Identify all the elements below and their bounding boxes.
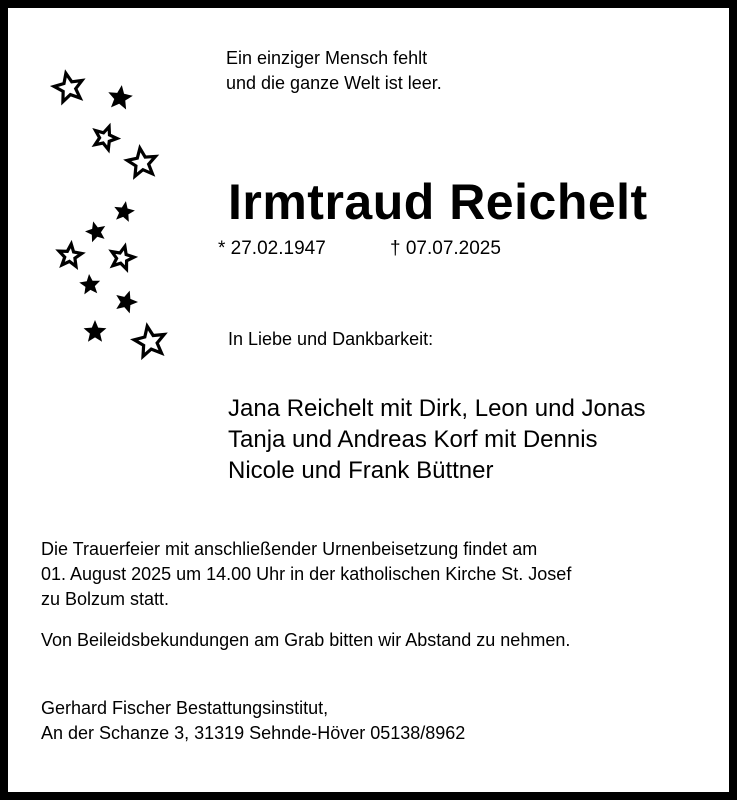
quote-line: und die ganze Welt ist leer. (226, 73, 442, 93)
service-line: Die Trauerfeier mit anschließender Urnenbeisetzung findet am (41, 539, 538, 559)
star-icon (84, 320, 107, 342)
mourners-intro: In Liebe und Dankbarkeit: (228, 329, 434, 349)
condolence-note: Von Beileidsbekundungen am Grab bitten wir Abstand zu nehmen. (41, 630, 571, 650)
star-icon (85, 221, 105, 242)
star-icon (112, 246, 134, 269)
death-date: † 07.07.2025 (390, 238, 501, 259)
star-icon (116, 291, 138, 314)
star-icon (54, 73, 82, 101)
mourner-line: Jana Reichelt mit Dirk, Leon und Jonas (228, 395, 646, 422)
mourner-line: Tanja und Andreas Korf mit Dennis (228, 426, 598, 453)
star-icon (114, 201, 135, 222)
star-icon (59, 244, 82, 266)
stars-decoration (40, 60, 190, 370)
service-line: 01. August 2025 um 14.00 Uhr in der katholischen Kirche St. Josef (41, 564, 572, 584)
star-icon (79, 274, 100, 294)
mourners-list (228, 393, 646, 486)
undertaker-line: An der Schanze 3, 31319 Sehnde-Höver 05138/8962 (41, 723, 466, 743)
mourner-line: Nicole und Frank Büttner (228, 457, 494, 484)
star-icon (127, 148, 155, 176)
star-icon (134, 326, 164, 356)
star-icon (108, 85, 132, 109)
birth-date: * 27.02.1947 (218, 238, 326, 259)
service-line: zu Bolzum statt. (41, 589, 170, 609)
undertaker-info (41, 696, 465, 746)
service-info (41, 537, 571, 612)
star-icon (95, 127, 117, 150)
quote (226, 46, 442, 96)
quote-line: Ein einziger Mensch fehlt (226, 48, 428, 68)
undertaker-line: Gerhard Fischer Bestattungsinstitut, (41, 698, 329, 718)
deceased-name: Irmtraud Reichelt (228, 174, 648, 230)
